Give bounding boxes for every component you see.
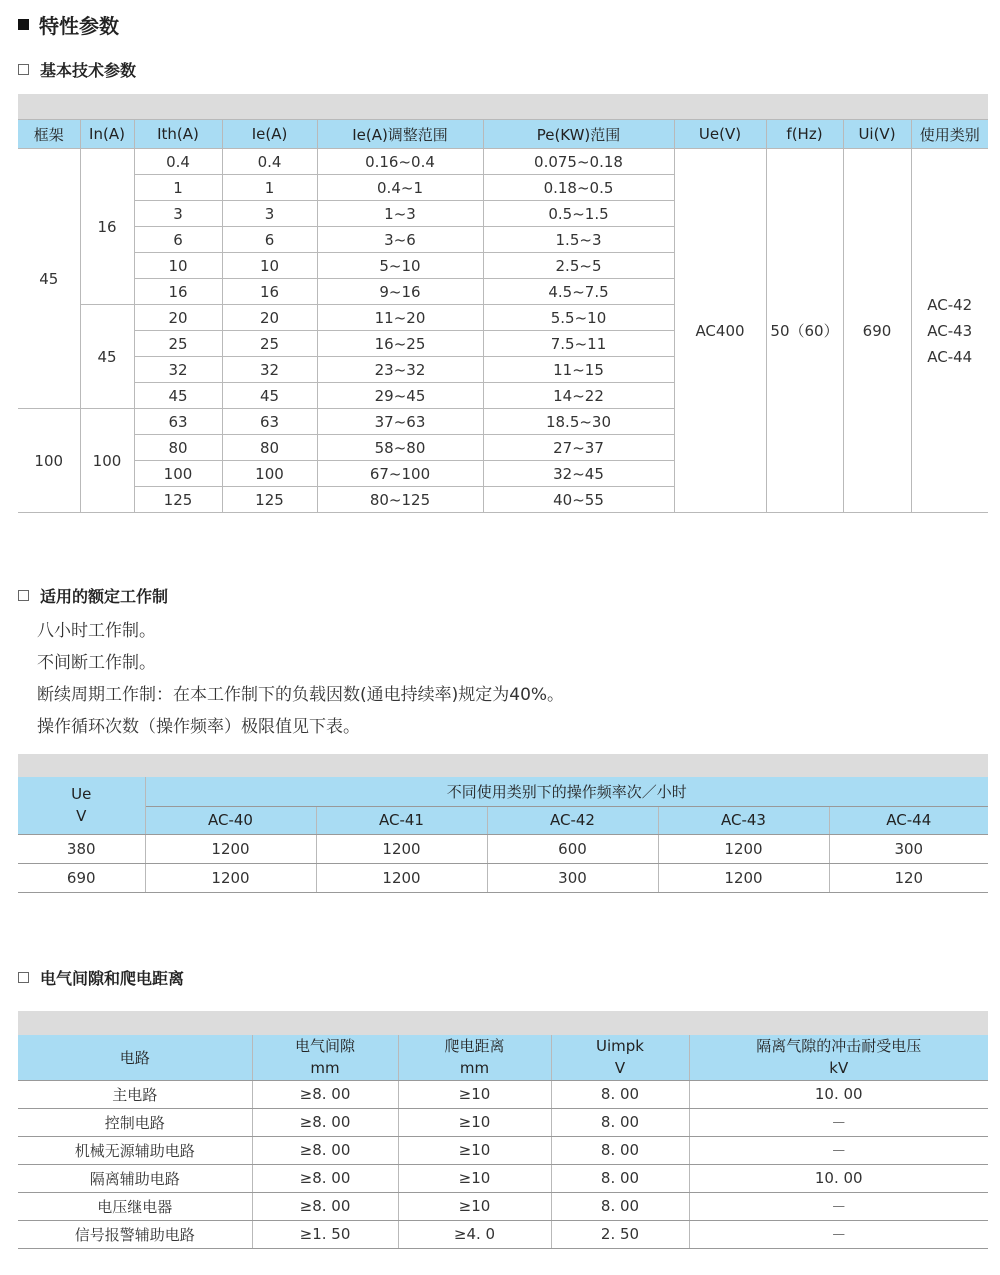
table-cell: 300 xyxy=(487,863,658,892)
table-cell: 1200 xyxy=(316,834,487,863)
page-title xyxy=(18,10,119,39)
range-cell: 0.16~0.4 xyxy=(317,149,483,175)
section-heading-basic-params xyxy=(18,58,136,81)
range-cell: 80~125 xyxy=(317,487,483,513)
range-cell: 5~10 xyxy=(317,253,483,279)
table-cell: 8. 00 xyxy=(551,1164,689,1192)
category-cell xyxy=(911,149,988,513)
ith-cell: 6 xyxy=(134,227,222,253)
table-cell: 380 xyxy=(18,834,145,863)
range-cell: 37~63 xyxy=(317,409,483,435)
ue-cell: AC400 xyxy=(674,149,766,513)
table-row xyxy=(18,1192,988,1220)
table-cell: ≥10 xyxy=(398,1192,551,1220)
pe-cell: 0.075~0.18 xyxy=(483,149,674,175)
ie-cell: 32 xyxy=(222,357,317,383)
range-cell: 3~6 xyxy=(317,227,483,253)
section-title: 电气间隙和爬电距离 xyxy=(40,969,185,988)
range-cell: 16~25 xyxy=(317,331,483,357)
pe-cell: 40~55 xyxy=(483,487,674,513)
table-cell: 8. 00 xyxy=(551,1080,689,1108)
table-cell: 690 xyxy=(18,863,145,892)
basic-params-table xyxy=(18,119,988,513)
table-cell: 120 xyxy=(829,863,988,892)
category-item: AC-44 xyxy=(927,347,973,366)
table-cell: ≥8. 00 xyxy=(252,1164,398,1192)
section-title: 基本技术参数 xyxy=(40,61,137,80)
pe-cell: 5.5~10 xyxy=(483,305,674,331)
table-cell: 1200 xyxy=(316,863,487,892)
creepage-header xyxy=(398,1035,551,1080)
header-label: 隔离气隙的冲击耐受电压 xyxy=(756,1037,922,1056)
table-top-bar xyxy=(18,1011,988,1035)
header-cell: 框架 xyxy=(18,120,80,149)
pe-cell: 2.5~5 xyxy=(483,253,674,279)
ue-unit: V xyxy=(76,807,87,826)
table-header-row xyxy=(18,806,988,834)
column-header: AC-40 xyxy=(145,806,316,834)
section-heading-duty xyxy=(18,584,168,607)
pe-cell: 0.18~0.5 xyxy=(483,175,674,201)
header-cell: Pe(KW)范围 xyxy=(483,120,674,149)
ie-cell: 63 xyxy=(222,409,317,435)
frame-cell: 45 xyxy=(18,149,80,409)
ie-cell: 3 xyxy=(222,201,317,227)
ie-cell: 125 xyxy=(222,487,317,513)
table-cell: － xyxy=(689,1220,988,1248)
pe-cell: 7.5~11 xyxy=(483,331,674,357)
table-cell: 2. 50 xyxy=(551,1220,689,1248)
ith-cell: 10 xyxy=(134,253,222,279)
header-cell: 使用类别 xyxy=(911,120,988,149)
duty-line: 断续周期工作制：在本工作制下的负载因数(通电持续率)规定为40%。 xyxy=(37,685,565,705)
header-cell: Ie(A)调整范围 xyxy=(317,120,483,149)
table-cell: 控制电路 xyxy=(18,1108,252,1136)
ie-cell: 100 xyxy=(222,461,317,487)
table-cell: 8. 00 xyxy=(551,1136,689,1164)
pe-cell: 14~22 xyxy=(483,383,674,409)
ui-cell: 690 xyxy=(843,149,911,513)
column-header: AC-42 xyxy=(487,806,658,834)
table-cell: ≥10 xyxy=(398,1136,551,1164)
page-title-text: 特性参数 xyxy=(39,14,119,38)
ith-cell: 100 xyxy=(134,461,222,487)
section-heading-clearance xyxy=(18,966,184,989)
ie-cell: 1 xyxy=(222,175,317,201)
ith-cell: 125 xyxy=(134,487,222,513)
ith-cell: 25 xyxy=(134,331,222,357)
range-cell: 9~16 xyxy=(317,279,483,305)
range-cell: 23~32 xyxy=(317,357,483,383)
clearance-table xyxy=(18,1035,988,1249)
header-unit: V xyxy=(614,1059,626,1078)
ith-cell: 1 xyxy=(134,175,222,201)
range-cell: 67~100 xyxy=(317,461,483,487)
ie-cell: 6 xyxy=(222,227,317,253)
column-header: AC-44 xyxy=(829,806,988,834)
header-cell: Ui(V) xyxy=(843,120,911,149)
circuit-header: 电路 xyxy=(18,1035,252,1080)
ith-cell: 45 xyxy=(134,383,222,409)
table-cell: ≥8. 00 xyxy=(252,1136,398,1164)
category-item: AC-43 xyxy=(927,321,973,340)
header-label: 电气间隙 xyxy=(294,1037,355,1056)
ith-cell: 3 xyxy=(134,201,222,227)
ie-cell: 20 xyxy=(222,305,317,331)
table-cell: 电压继电器 xyxy=(18,1192,252,1220)
table-cell: ≥4. 0 xyxy=(398,1220,551,1248)
range-cell: 29~45 xyxy=(317,383,483,409)
f-cell: 50（60） xyxy=(766,149,843,513)
ie-cell: 25 xyxy=(222,331,317,357)
table-row xyxy=(18,1108,988,1136)
column-header: AC-43 xyxy=(658,806,829,834)
in-cell: 100 xyxy=(80,409,134,513)
table-row xyxy=(18,1136,988,1164)
header-cell: Ie(A) xyxy=(222,120,317,149)
table-header-row xyxy=(18,1035,988,1080)
section-title: 适用的额定工作制 xyxy=(40,587,169,606)
ue-header xyxy=(18,777,145,834)
category-item: AC-42 xyxy=(927,295,973,314)
ie-cell: 45 xyxy=(222,383,317,409)
ith-cell: 0.4 xyxy=(134,149,222,175)
table-row xyxy=(18,1080,988,1108)
table-header-row xyxy=(18,120,988,149)
table-top-bar xyxy=(18,94,988,119)
ie-cell: 0.4 xyxy=(222,149,317,175)
table-cell: 主电路 xyxy=(18,1080,252,1108)
table-cell: ≥1. 50 xyxy=(252,1220,398,1248)
in-cell: 45 xyxy=(80,305,134,409)
header-cell: In(A) xyxy=(80,120,134,149)
checkbox-outline-icon xyxy=(18,590,29,601)
ith-cell: 32 xyxy=(134,357,222,383)
duty-line: 操作循环次数（操作频率）极限值见下表。 xyxy=(37,717,360,737)
table-row xyxy=(18,1164,988,1192)
table-row xyxy=(18,1220,988,1248)
table-cell: 600 xyxy=(487,834,658,863)
range-cell: 0.4~1 xyxy=(317,175,483,201)
ith-cell: 20 xyxy=(134,305,222,331)
table-cell: 1200 xyxy=(145,863,316,892)
impulse-voltage-header xyxy=(689,1035,988,1080)
group-header: 不同使用类别下的操作频率次／小时 xyxy=(145,777,988,806)
table-cell: ≥10 xyxy=(398,1164,551,1192)
table-row xyxy=(18,834,988,863)
range-cell: 11~20 xyxy=(317,305,483,331)
range-cell: 1~3 xyxy=(317,201,483,227)
table-cell: ≥8. 00 xyxy=(252,1080,398,1108)
pe-cell: 11~15 xyxy=(483,357,674,383)
table-cell: 1200 xyxy=(658,863,829,892)
table-cell: 1200 xyxy=(145,834,316,863)
table-cell: ≥8. 00 xyxy=(252,1192,398,1220)
range-cell: 58~80 xyxy=(317,435,483,461)
header-unit: mm xyxy=(459,1059,490,1078)
pe-cell: 0.5~1.5 xyxy=(483,201,674,227)
table-cell: 信号报警辅助电路 xyxy=(18,1220,252,1248)
ith-cell: 80 xyxy=(134,435,222,461)
column-header: AC-41 xyxy=(316,806,487,834)
table-row xyxy=(18,863,988,892)
ie-cell: 10 xyxy=(222,253,317,279)
duty-line: 八小时工作制。 xyxy=(37,621,156,641)
pe-cell: 27~37 xyxy=(483,435,674,461)
table-cell: 1200 xyxy=(658,834,829,863)
table-cell: 隔离辅助电路 xyxy=(18,1164,252,1192)
ie-cell: 16 xyxy=(222,279,317,305)
ue-label: Ue xyxy=(71,785,92,804)
header-cell: f(Hz) xyxy=(766,120,843,149)
table-cell: 300 xyxy=(829,834,988,863)
ith-cell: 63 xyxy=(134,409,222,435)
uimpk-header xyxy=(551,1035,689,1080)
checkbox-outline-icon xyxy=(18,972,29,983)
ith-cell: 16 xyxy=(134,279,222,305)
checkbox-outline-icon xyxy=(18,64,29,75)
pe-cell: 4.5~7.5 xyxy=(483,279,674,305)
table-top-bar xyxy=(18,754,988,777)
ie-cell: 80 xyxy=(222,435,317,461)
frequency-table xyxy=(18,777,988,893)
table-row xyxy=(18,149,988,175)
duty-line: 不间断工作制。 xyxy=(37,653,156,673)
pe-cell: 1.5~3 xyxy=(483,227,674,253)
header-cell: Ith(A) xyxy=(134,120,222,149)
clearance-header xyxy=(252,1035,398,1080)
header-label: 爬电距离 xyxy=(444,1037,505,1056)
table-cell: － xyxy=(689,1192,988,1220)
table-cell: 10. 00 xyxy=(689,1164,988,1192)
table-cell: － xyxy=(689,1136,988,1164)
table-cell: ≥8. 00 xyxy=(252,1108,398,1136)
square-bullet-icon xyxy=(18,19,29,30)
header-label: Uimpk xyxy=(596,1037,644,1056)
table-cell: 10. 00 xyxy=(689,1080,988,1108)
table-cell: 机械无源辅助电路 xyxy=(18,1136,252,1164)
in-cell: 16 xyxy=(80,149,134,305)
header-unit: mm xyxy=(310,1059,340,1078)
frame-cell: 100 xyxy=(18,409,80,513)
table-cell: ≥10 xyxy=(398,1080,551,1108)
table-header-row xyxy=(18,777,988,806)
table-cell: － xyxy=(689,1108,988,1136)
header-cell: Ue(V) xyxy=(674,120,766,149)
table-cell: 8. 00 xyxy=(551,1192,689,1220)
pe-cell: 32~45 xyxy=(483,461,674,487)
table-cell: ≥10 xyxy=(398,1108,551,1136)
table-cell: 8. 00 xyxy=(551,1108,689,1136)
header-unit: kV xyxy=(829,1059,849,1078)
pe-cell: 18.5~30 xyxy=(483,409,674,435)
